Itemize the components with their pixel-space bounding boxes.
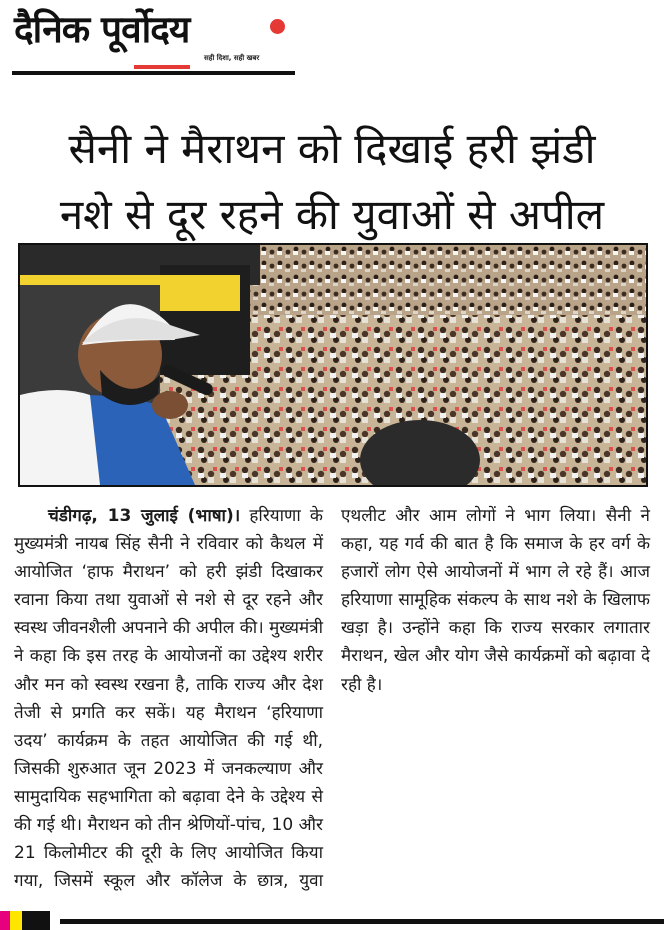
- masthead-rule-accent: [134, 65, 190, 69]
- tagline: सही दिशा, सही खबर: [204, 54, 260, 62]
- headline-line-2: नशे से दूर रहने की युवाओं से अपील: [59, 190, 605, 240]
- article-paragraph: हरियाणा के मुख्यमंत्री नायब सिंह सैनी ने रविवार को कैथल में आयोजित ‘हाफ मैराथन’ को हरी झंडी दिखाकर रवाना किया तथा युवाओं से नशे से दूर रहने और स्वस्थ जीवनशैली अपनाने की अपील की। मुख्यमंत्री ने कहा कि इस तरह के आयोजनों का उद्देश्य शरीर और मन को स्वस्थ रखना है, ताकि राज्य और देश तेजी से प्रगति कर सकें। यह मैराथन ‘हरियाणा उदय’ कार्यक्रम के तहत आयोजित की गई थी, जिसकी शुरुआत जून 2023 में जनकल्याण और सामुदायिक सहभागिता को बढ़ावा देने के उद्देश्य से की गई थी। मैराथन को तीन श्रेणियों-पांच, 10 और 21 किलोमीटर की दूरी के लिए आयोजित किया गया, जिसमें स्कूल और कॉलेज के छात्र, युवा एथलीट और आम लोगों ने भाग लिया। सैनी ने कहा, यह गर्व की बात है कि समाज के हर वर्ग के हजारों लोग ऐसे आयोजनों में भाग ले रहे हैं। आज हरियाणा सामूहिक संकल्प के साथ नशे के खिलाफ खड़ा है। उन्होंने कहा कि राज्य सरकार लगातार मैराथन, खेल और योग जैसे कार्यक्रमों को बढ़ावा दे रही है।: [14, 506, 650, 892]
- bottom-color-strip: [0, 911, 664, 930]
- article-body: [14, 502, 650, 898]
- marathon-crowd-photo-icon: [20, 245, 646, 485]
- dateline: चंडीगढ़, 13 जुलाई (भाषा)।: [48, 506, 241, 526]
- masthead: [12, 6, 284, 74]
- strip-swatch-magenta: [0, 911, 10, 930]
- headline-line-1: सैनी ने मैराथन को दिखाई हरी झंडी: [68, 124, 596, 174]
- masthead-rule: [12, 71, 295, 75]
- newspaper-logo: दैनिक पूर्वोदय: [14, 8, 190, 51]
- article-text: [14, 502, 650, 898]
- news-photo: [18, 243, 648, 487]
- logo-dot-icon: [270, 19, 285, 34]
- headline: [10, 116, 654, 248]
- bottom-rule: [60, 919, 664, 924]
- strip-swatch-black: [22, 911, 50, 930]
- strip-swatch-yellow: [10, 911, 22, 930]
